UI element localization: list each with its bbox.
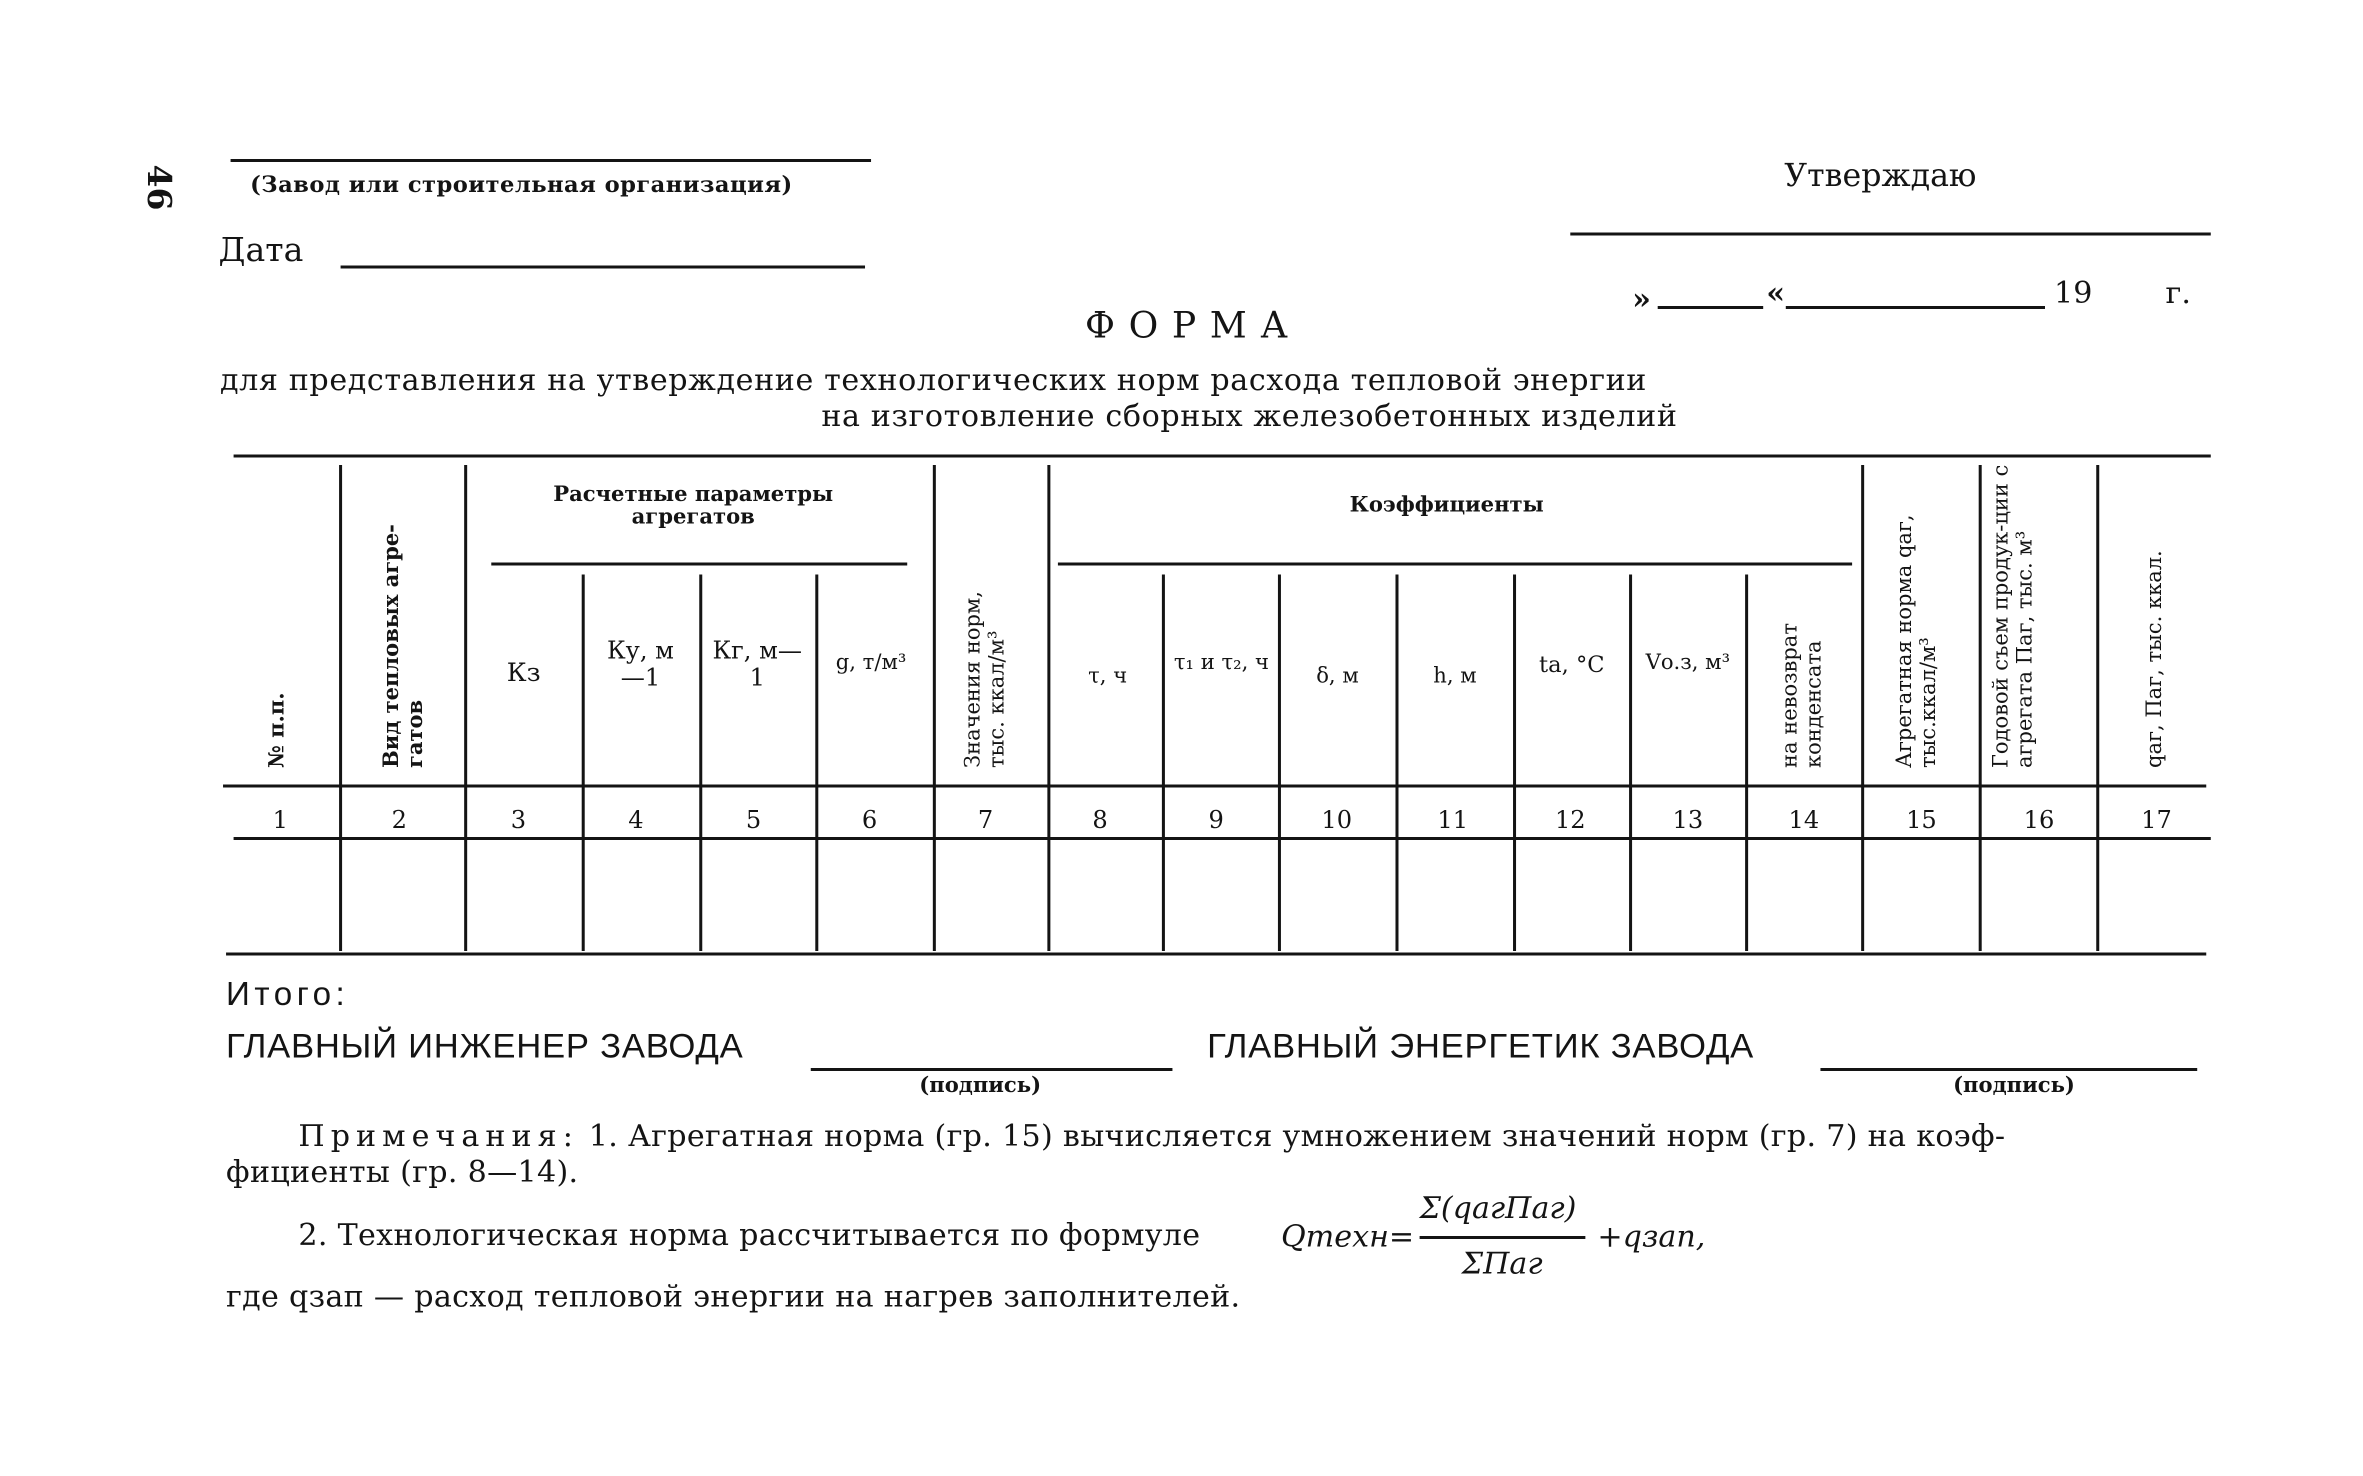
col-number: 14 — [1788, 805, 1820, 834]
col-number: 13 — [1672, 805, 1704, 834]
col7-header: Значения норм, тыс. ккал/м³ — [961, 591, 1010, 768]
numbers-bottom-rule — [234, 837, 2211, 840]
year-prefix: 19 — [2054, 274, 2093, 311]
organization-line — [231, 159, 871, 162]
table-top-rule — [234, 455, 2211, 458]
chief-engineer-signature-line — [811, 1068, 1173, 1071]
col16-header: Годовой съем продук-ции с агрегата Паг, тыс. м³ — [1989, 464, 2038, 768]
page-number: 46 — [139, 164, 179, 211]
col6-header: g, т/м³ — [835, 651, 907, 675]
approve-signature-line — [1570, 233, 2210, 236]
chief-engineer-label: ГЛАВНЫЙ ИНЖЕНЕР ЗАВОДА — [226, 1026, 744, 1065]
col-divider — [1278, 575, 1281, 952]
col-number: 6 — [861, 805, 878, 834]
chief-power-engineer-signature-caption: (подпись) — [1953, 1074, 2075, 1098]
col-divider — [2096, 465, 2099, 951]
col-number: 2 — [391, 805, 408, 834]
col-number: 10 — [1321, 805, 1353, 834]
note1-continuation: фициенты (гр. 8—14). — [226, 1153, 579, 1190]
col11-header: h, м — [1433, 664, 1477, 689]
col12-header: tа, °C — [1539, 651, 1605, 678]
table-bottom-rule — [226, 953, 2206, 956]
col-number: 7 — [977, 805, 994, 834]
organization-caption: (Завод или строительная организация) — [250, 171, 793, 198]
col-divider — [699, 575, 702, 952]
chief-power-engineer-signature-line — [1820, 1068, 2197, 1071]
col8-header: τ, ч — [1088, 664, 1128, 689]
coeffs-group-header: Коэффициенты — [1349, 493, 1544, 518]
col-divider — [1047, 465, 1050, 951]
col-number: 16 — [2023, 805, 2055, 834]
note2-text: 2. Технологическая норма рассчитывается по формуле — [298, 1216, 1201, 1253]
notes-first-line — [298, 1118, 2005, 1154]
col1-header: № п.п. — [265, 692, 290, 768]
col15-header: Агрегатная норма qаг, тыс.ккал/м³ — [1892, 514, 1942, 768]
col17-header: qаг, Паг, тыс. ккал. — [2142, 550, 2168, 768]
col-number: 17 — [2141, 805, 2172, 834]
col-divider — [1629, 575, 1632, 952]
approve-label: Утверждаю — [1784, 157, 1977, 194]
col4-header: Ку, м—1 — [606, 636, 674, 691]
date-quote-close: « — [1766, 274, 1786, 311]
params-group-rule — [491, 563, 907, 565]
col-number: 9 — [1208, 805, 1224, 834]
col-divider — [815, 575, 818, 952]
col-divider — [464, 465, 467, 951]
chief-power-engineer-label: ГЛАВНЫЙ ЭНЕРГЕТИК ЗАВОДА — [1207, 1026, 1755, 1065]
form-subtitle-line1: для представления на утверждение технологических норм расхода тепловой энергии — [220, 361, 1647, 398]
col-number: 3 — [510, 805, 527, 834]
date-quote-open: » — [1632, 280, 1651, 317]
col-divider — [1395, 575, 1398, 952]
col-divider — [1162, 575, 1165, 952]
col-divider — [1979, 465, 1982, 951]
formula-tail: +qзап, — [1597, 1218, 1706, 1254]
col-number: 15 — [1906, 805, 1937, 834]
col-number: 5 — [745, 805, 762, 834]
col-number: 4 — [628, 805, 644, 834]
formula-fraction-bar — [1420, 1236, 1586, 1239]
where-definition: где qзап — расход тепловой энергии на нагрев заполнителей. — [226, 1278, 1241, 1314]
form-title: ФОРМА — [1085, 304, 1302, 347]
col5-header: Кг, м—1 — [712, 636, 803, 691]
note1-text: 1. Агрегатная норма (гр. 15) вычисляется умножением значений норм (гр. 7) на коэф- — [588, 1117, 2006, 1154]
chief-engineer-signature-caption: (подпись) — [919, 1074, 1042, 1098]
col3-header: Кз — [506, 658, 541, 689]
totals-label: Итого: — [226, 975, 350, 1013]
col13-header: Vо.з, м³ — [1645, 651, 1731, 675]
month-line — [1786, 306, 2045, 309]
col-divider — [1745, 575, 1748, 952]
col10-header: δ, м — [1316, 664, 1359, 689]
formula-denominator: ΣПаг — [1461, 1245, 1543, 1281]
formula-numerator: Σ(qагПаг) — [1419, 1189, 1577, 1226]
header-bottom-rule — [223, 785, 2206, 787]
formula-lhs: Qтехн= — [1280, 1218, 1415, 1254]
col-divider — [1513, 575, 1516, 952]
col-number: 1 — [272, 805, 288, 834]
notes-label: Примечания: — [298, 1117, 579, 1154]
date-label: Дата — [218, 232, 304, 270]
col-divider — [582, 575, 585, 952]
col-divider — [339, 465, 342, 951]
form-subtitle-line2: на изготовление сборных железобетонных изделий — [821, 397, 1678, 434]
year-suffix: г. — [2165, 274, 2191, 311]
col-number: 12 — [1554, 805, 1586, 834]
col-divider — [933, 465, 936, 951]
params-group-header: Расчетные параметры агрегатов — [553, 483, 834, 531]
day-line — [1658, 306, 1763, 309]
col-divider — [1861, 465, 1864, 951]
col-number: 8 — [1092, 805, 1108, 834]
col-number: 11 — [1437, 805, 1469, 834]
coeffs-group-rule — [1058, 563, 1852, 565]
col9-header: τ₁ и τ₂, ч — [1173, 651, 1269, 675]
col2-header: Вид тепловых агре-гатов — [379, 524, 429, 768]
col14-header: на невозврат конденсата — [1778, 623, 1827, 768]
date-line — [341, 266, 865, 269]
